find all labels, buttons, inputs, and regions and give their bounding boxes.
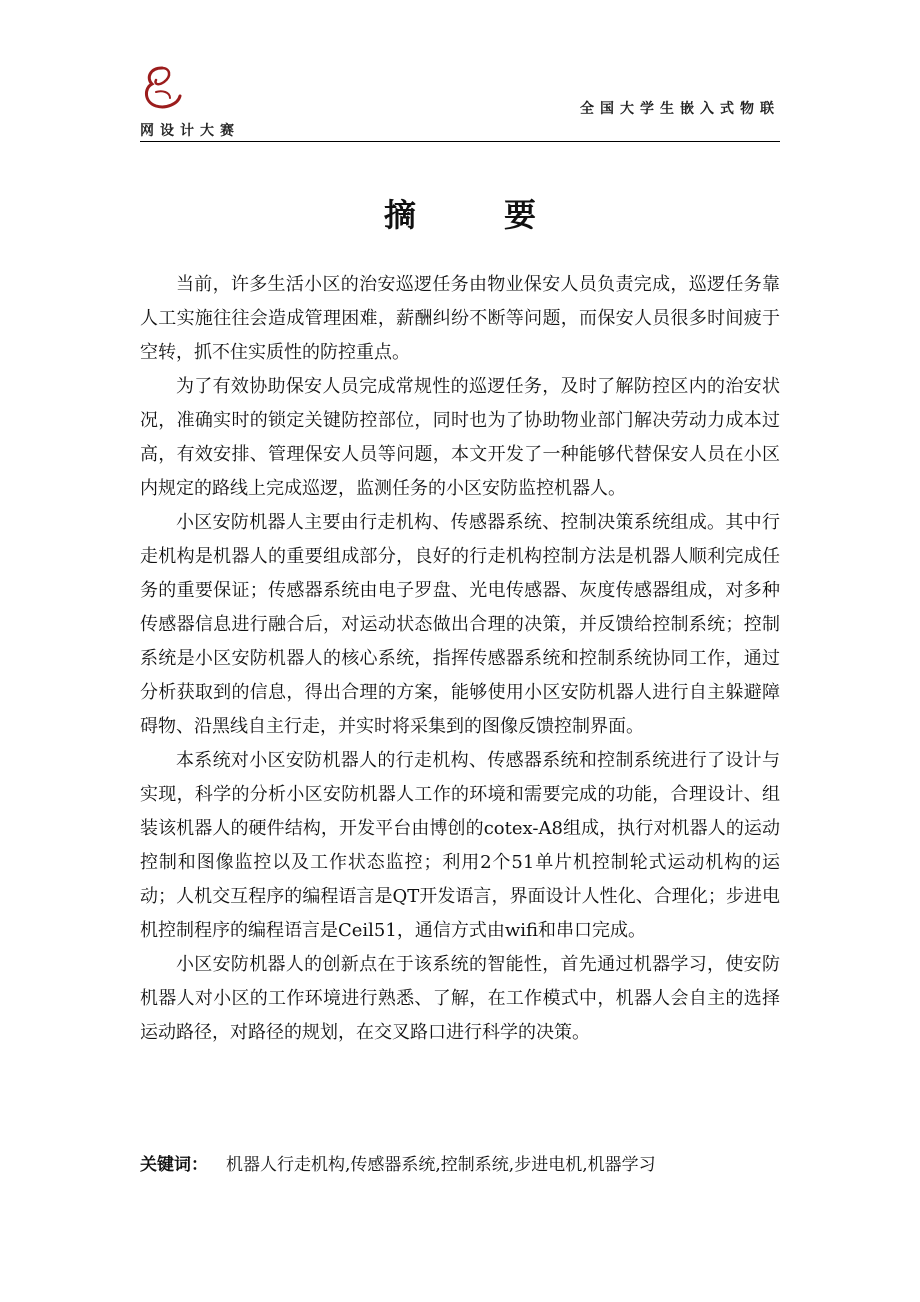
header-divider [140,141,780,142]
abstract-paragraph-4: 本系统对小区安防机器人的行走机构、传感器系统和控制系统进行了设计与实现，科学的分析小区安防机器人工作的环境和需要完成的功能，合理设计、组装该机器人的硬件结构，开发平台由博创的cotex-A8组成，执行对机器人的运动控制和图像监控以及工作状态监控；利用2个51单片机控制轮式运动机构的运动；人机交互程序的编程语言是QT开发语言，界面设计人性化、合理化；步进电机控制程序的编程语言是Ceil51，通信方式由wifi和串口完成。 [140,750,780,941]
abstract-paragraph-3: 小区安防机器人主要由行走机构、传感器系统、控制决策系统组成。其中行走机构是机器人的重要组成部分，良好的行走机构控制方法是机器人顺利完成任务的重要保证；传感器系统由电子罗盘、光电传感器、灰度传感器组成，对多种传感器信息进行融合后，对运动状态做出合理的决策，并反馈给控制系统；控制系统是小区安防机器人的核心系统，指挥传感器系统和控制系统协同工作，通过分析获取到的信息，得出合理的方案，能够使用小区安防机器人进行自主躲避障碍物、沿黑线自主行走，并实时将采集到的图像反馈控制界面。 [140,512,780,737]
contest-logo-icon [140,62,188,112]
keywords-line [140,1150,656,1175]
header-contest-name-right: 全国大学生嵌入式物联 [580,101,780,117]
keywords-value: 机器人行走机构,传感器系统,控制系统,步进电机,机器学习 [226,1155,656,1175]
abstract-paragraph-2: 为了有效协助保安人员完成常规性的巡逻任务，及时了解防控区内的治安状况，准确实时的锁定关键防控部位，同时也为了协助物业部门解决劳动力成本过高，有效安排、管理保安人员等问题，本文开发了一种能够代替保安人员在小区内规定的路线上完成巡逻，监测任务的小区安防监控机器人。 [140,376,780,499]
keywords-label: 关键词： [140,1155,208,1175]
abstract-paragraph-1: 当前，许多生活小区的治安巡逻任务由物业保安人员负责完成，巡逻任务靠人工实施往往会造成管理困难，薪酬纠纷不断等问题，而保安人员很多时间疲于空转，抓不住实质性的防控重点。 [140,274,780,363]
abstract-body [140,268,780,1050]
header-contest-name-left: 网设计大赛 [140,123,240,139]
page-title: 摘要 [383,196,624,234]
abstract-paragraph-5: 小区安防机器人的创新点在于该系统的智能性，首先通过机器学习，使安防机器人对小区的工作环境进行熟悉、了解，在工作模式中，机器人会自主的选择运动路径，对路径的规划，在交叉路口进行科学的决策。 [140,954,780,1043]
